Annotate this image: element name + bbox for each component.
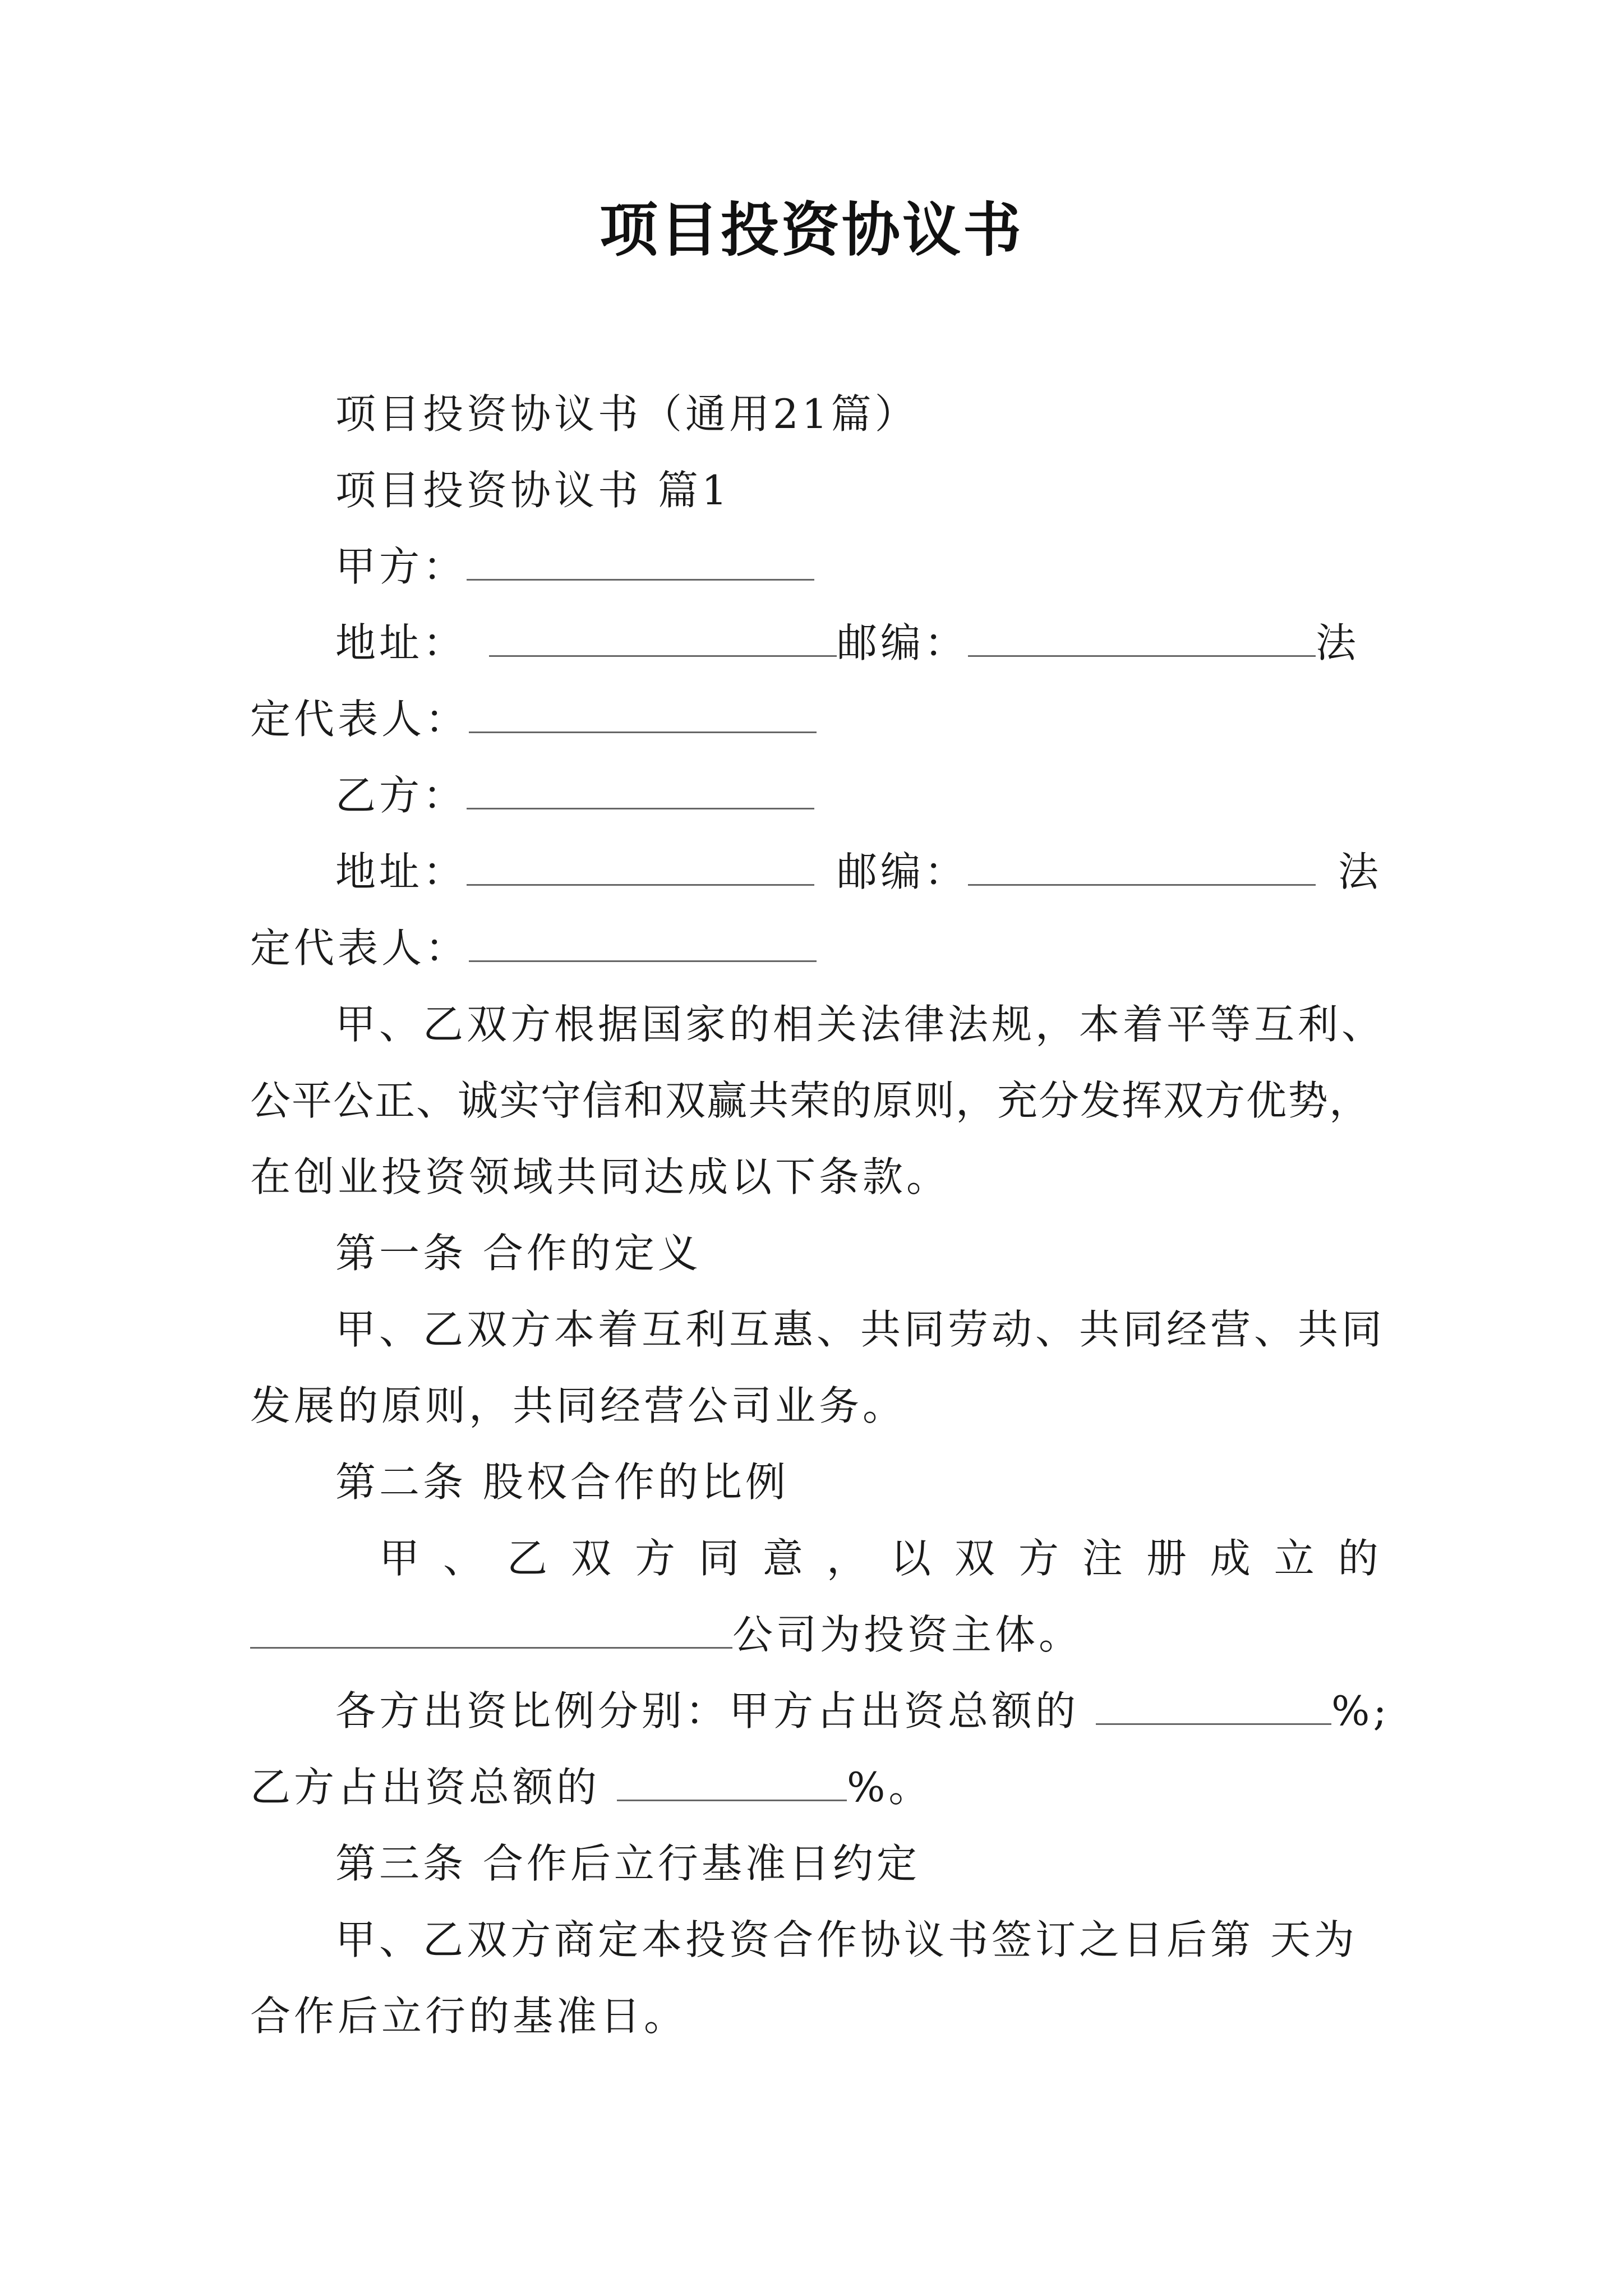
party-a-blank [467,542,814,581]
legal-rep-a-row [250,692,817,746]
section-heading: 项目投资协议书 篇1 [335,467,731,514]
party-a-label: 甲方： [335,543,467,590]
article-2-char: 、 [442,1535,483,1582]
party-b-row [335,769,814,822]
legal-rep-b-label: 定代表人： [250,924,469,972]
postcode-b-label: 邮编： [837,848,969,895]
intro-line-2: 公平公正、诚实守信和双赢共荣的原则，充分发挥双方优势， [250,1077,1371,1124]
article-2-char: 方 [1018,1535,1059,1582]
legal-rep-b-blank [469,923,817,962]
legal-rep-a-blank [469,694,817,733]
address-b-blank [467,847,814,886]
article-2-char: 乙 [506,1535,547,1582]
article-2-char: 的 [1338,1535,1378,1582]
article-2-char: 同 [698,1535,739,1582]
article-2-char: 册 [1146,1535,1187,1582]
legal-rep-b-start: 法 [1338,848,1382,895]
article-2-char: 成 [1210,1535,1251,1582]
ratio-b-label: 乙方占出资总额的 [250,1764,601,1811]
article-2-char: 双 [954,1535,995,1582]
address-a-label: 地址： [335,619,467,666]
article-2-line-1 [379,1531,1378,1585]
article-3-line-2: 合作后立行的基准日。 [250,1993,688,2040]
ratio-line-1 [335,1684,1390,1738]
article-1-line-1: 甲、乙双方本着互利互惠、共同劳动、共同经营、共同 [335,1306,1386,1353]
party-b-label: 乙方： [335,772,467,819]
legal-rep-a-start: 法 [1316,619,1360,666]
ratio-b-blank [617,1763,847,1801]
article-2-heading: 第二条 股权合作的比例 [335,1458,789,1506]
intro-line-3: 在创业投资领域共同达成以下条款。 [250,1153,951,1200]
address-b-row [335,845,1382,899]
ratio-a-blank [1096,1686,1331,1725]
article-2-char: 方 [634,1535,675,1582]
ratio-line-2 [250,1760,932,1814]
postcode-b-blank [968,847,1316,886]
article-1-heading: 第一条 合作的定义 [335,1230,702,1277]
article-3-heading: 第三条 合作后立行基准日约定 [335,1840,920,1887]
address-b-label: 地址： [335,848,467,895]
article-2-char: 注 [1082,1535,1123,1582]
ratio-a-suffix: %; [1331,1687,1390,1734]
party-a-row [335,540,814,593]
article-3-line-1: 甲、乙双方商定本投资合作协议书签订之日后第 天为 [335,1916,1358,1963]
postcode-a-label: 邮编： [837,619,969,666]
address-a-row [335,616,1380,670]
article-2-char: 立 [1274,1535,1315,1582]
article-2-suffix: 公司为投资主体。 [732,1611,1083,1658]
document-title: 项目投资协议书 [599,196,1023,264]
intro-line-1: 甲、乙双方根据国家的相关法律法规，本着平等互利、 [335,1001,1386,1048]
article-2-char: 双 [570,1535,611,1582]
postcode-a-blank [968,618,1316,657]
legal-rep-b-row [250,921,817,975]
company-name-blank [250,1610,732,1649]
address-a-blank [489,618,837,657]
article-1-line-2: 发展的原则，共同经营公司业务。 [250,1382,907,1429]
article-2-line-2 [250,1608,1082,1662]
document-subtitle: 项目投资协议书（通用21篇） [335,390,919,438]
ratio-a-label: 各方出资比例分别：甲方占出资总额的 [335,1687,1080,1734]
article-2-char: ， [826,1535,867,1582]
article-2-char: 以 [890,1535,931,1582]
ratio-b-suffix: %。 [847,1764,933,1811]
article-2-char: 甲 [379,1535,420,1582]
article-2-char: 意 [762,1535,803,1582]
party-b-blank [467,771,814,809]
legal-rep-a-label: 定代表人： [250,696,469,743]
